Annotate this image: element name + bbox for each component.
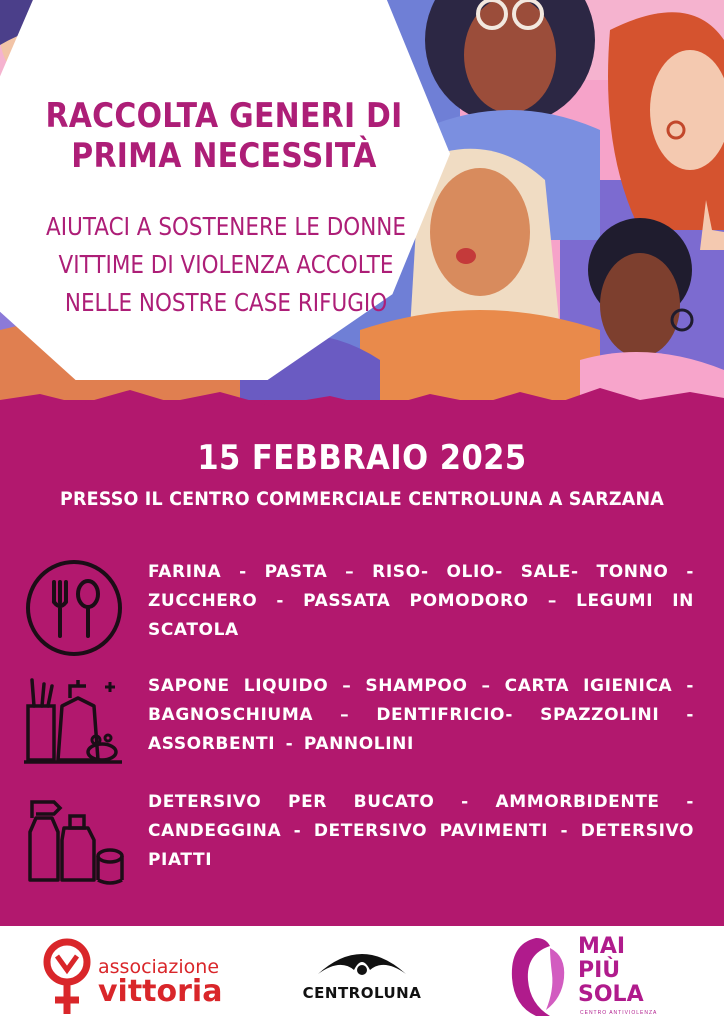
fork-spoon-icon (18, 558, 128, 658)
centroluna-logo (300, 944, 424, 1008)
item-text: SAPONE LIQUIDO – SHAMPOO – CARTA IGIENICA - BAGNOSCHIUMA – DENTIFRICIO- SPAZZOLINI - ASSORBENTI - PANNOLINI (148, 676, 694, 754)
headline-line: PRIMA NECESSITÀ (71, 136, 377, 176)
logo-tagline: CENTRO ANTIVIOLENZA (580, 1010, 658, 1016)
headline (39, 96, 409, 176)
venus-heart-icon (40, 938, 94, 1018)
item-text: FARINA - PASTA – RISO- OLIO- SALE- TONNO - ZUCCHERO - PASSATA POMODORO – LEGUMI IN SCATOLA (148, 562, 694, 640)
subheadline-line: NELLE NOSTRE CASE RIFUGIO (64, 288, 388, 317)
event-venue: PRESSO IL CENTRO COMMERCIALE CENTROLUNA A SARZANA (59, 488, 665, 510)
centroluna-mark-icon (314, 944, 410, 982)
logo-text: vittoria (98, 974, 223, 1009)
woman-profile-icon (506, 934, 572, 1018)
event-date: 15 FEBBRAIO 2025 (197, 438, 527, 478)
hero-illustration (0, 0, 724, 430)
subheadline-line: VITTIME DI VIOLENZA ACCOLTE (58, 250, 394, 279)
logo-text: associazione (98, 956, 220, 978)
headline-line: RACCOLTA GENERI DI (45, 96, 403, 136)
cleaning-products-icon (18, 788, 128, 888)
toiletries-icon (18, 672, 128, 772)
subheadline (45, 208, 406, 322)
logo-text: SOLA (578, 982, 644, 1007)
torn-paper-edge (0, 382, 724, 442)
mai-piu-sola-logo (506, 932, 666, 1020)
item-text: DETERSIVO PER BUCATO - AMMORBIDENTE - CANDEGGINA - DETERSIVO PAVIMENTI - DETERSIVO PIATTI (148, 792, 694, 870)
logo-text: CENTROLUNA (302, 984, 422, 1002)
logo-text: MAI (578, 934, 626, 959)
logo-text: PIÙ (578, 958, 621, 983)
associazione-vittoria-logo (40, 932, 230, 1018)
subheadline-line: AIUTACI A SOSTENERE LE DONNE (46, 212, 406, 241)
